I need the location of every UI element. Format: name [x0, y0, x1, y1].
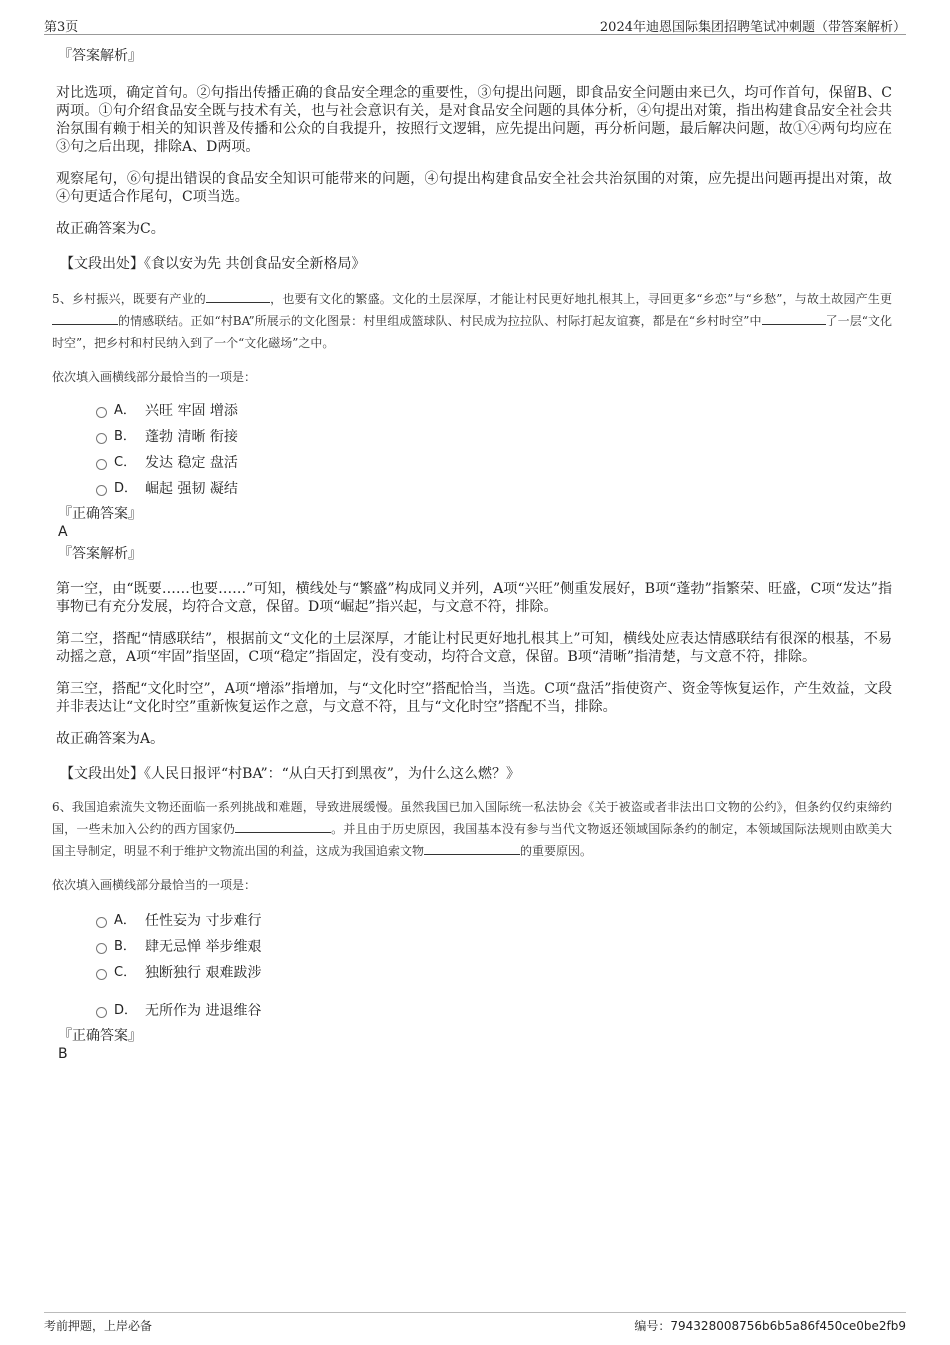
q5-blank-3	[762, 312, 826, 325]
document-code-value: 794328008756b6b5a86f450ce0be2fb9	[670, 1319, 906, 1333]
q5-analysis-label: 『答案解析』	[58, 546, 142, 562]
q5-blank-1	[206, 290, 270, 303]
q5-analysis-para-2: 第二空，搭配“情感联结”，根据前文“文化的土层深厚，才能让村民更好地扎根其上”可知，横线处应表达情感联结有很深的根基，不易动摇之意，A项“牢固”指坚固，C项“稳定”指固定，没有变动，均符合文意，保留。B项“清晰”指清楚，与文意不符，排除。	[56, 631, 892, 665]
radio-icon[interactable]	[96, 485, 107, 496]
q5-option-b[interactable]: B． 蓬勃 清晰 衔接	[96, 424, 892, 450]
q4-source: 【文段出处】《食以安为先 共创食品安全新格局》	[60, 256, 366, 272]
q6-stem-part-2: 。并且由于历史原因，我国基本没有参与当代文物返还领域国际条约的制定，本领域国际法规则由欧美大国主导制定，明显不利于维护文物流出国的利益，这成为我国追索文物	[52, 822, 892, 858]
q6-option-c[interactable]: C． 独断独行 艰难跋涉	[96, 960, 892, 986]
q4-analysis-para-2: 观察尾句，⑥句提出错误的食品安全知识可能带来的问题，④句提出构建食品安全社会共治氛围的对策，应先提出问题再提出对策，故④句更适合作尾句，C项当选。	[56, 171, 892, 205]
radio-icon[interactable]	[96, 943, 107, 954]
q4-analysis-label: 『答案解析』	[58, 48, 142, 64]
q5-blank-2	[52, 312, 118, 325]
q5-analysis-para-3: 第三空，搭配“文化时空”，A项“增添”指增加，与“文化时空”搭配恰当，当选。C项“盘活”指使资产、资金等恢复运作，产生效益，文段并非表达让“文化时空”重新恢复运作之意，与文意不符，且与“文化时空”搭配不当，排除。	[56, 681, 892, 715]
footer-slogan: 考前押题，上岸必备	[44, 1319, 153, 1333]
document-title: 2024年迪恩国际集团招聘笔试冲刺题（带答案解析）	[599, 20, 906, 35]
q6-options	[96, 908, 892, 1024]
q5-option-d[interactable]: D． 崛起 强韧 凝结	[96, 476, 892, 502]
q6-option-a[interactable]: A． 任性妄为 寸步难行	[96, 908, 892, 934]
q5-stem-part-2: ，也要有文化的繁盛。文化的土层深厚，才能让村民更好地扎根其上，寻回更多“乡恋”与“乡愁”，与故土故园产生更	[269, 292, 892, 306]
q5-prompt: 依次填入画横线部分最恰当的一项是：	[52, 370, 257, 384]
q6-stem-part-3: 的重要原因。	[520, 844, 593, 858]
page-number: 第3页	[44, 20, 79, 35]
q5-answer: A	[58, 524, 68, 540]
q5-stem-part-3: 的情感联结。正如“村BA”所展示的文化图景：村里组成篮球队、村民成为拉拉队、村际打起友谊赛，都是在“乡村时空”中	[118, 314, 762, 328]
q5-stem	[52, 288, 892, 354]
q5-source: 【文段出处】《人民日报评“村BA”：“从白天打到黑夜”，为什么这么燃？》	[60, 766, 520, 782]
q5-stem-part-1: 5、乡村振兴，既要有产业的	[52, 292, 206, 306]
radio-icon[interactable]	[96, 917, 107, 928]
q4-analysis-para-1: 对比选项，确定首句。②句指出传播正确的食品安全理念的重要性，③句提出问题，即食品安全问题由来已久，均可作首句，保留B、C两项。①句介绍食品安全既与技术有关，也与社会意识有关，是对食品安全问题的具体分析，④句提出对策，指出构建食品安全社会共治氛围有赖于相关的知识普及传播和公众的自我提升，按照行文逻辑，应先提出问题，再分析问题，最后解决问题，故①④两句均应在③句之后出现，排除A、D两项。	[56, 85, 892, 155]
radio-icon[interactable]	[96, 459, 107, 470]
q5-option-a[interactable]: A． 兴旺 牢固 增添	[96, 398, 892, 424]
q6-stem	[52, 796, 892, 862]
q6-prompt: 依次填入画横线部分最恰当的一项是：	[52, 878, 257, 892]
radio-icon[interactable]	[96, 433, 107, 444]
q5-answer-label: 『正确答案』	[58, 506, 142, 522]
q5-analysis-para-1: 第一空，由“既要……也要……”可知，横线处与“繁盛”构成同义并列，A项“兴旺”侧重发展好，B项“蓬勃”指繁荣、旺盛，C项“发达”指事物已有充分发展，均符合文意，保留。D项“崛起”指兴起，与文意不符，排除。	[56, 581, 892, 615]
q6-option-d[interactable]: D． 无所作为 进退维谷	[96, 998, 892, 1024]
page-footer	[44, 1312, 906, 1335]
q6-blank-2	[424, 842, 520, 855]
q5-options	[96, 398, 892, 502]
q6-answer: B	[58, 1046, 68, 1062]
q5-option-c[interactable]: C． 发达 稳定 盘活	[96, 450, 892, 476]
document-code-label: 编号：	[634, 1319, 671, 1333]
radio-icon[interactable]	[96, 407, 107, 418]
q5-stem-part-4: 了一层“文化时空”，把乡村和村民纳入到了一个“文化磁场”之中。	[52, 314, 893, 350]
q6-answer-label: 『正确答案』	[58, 1028, 142, 1044]
q5-analysis-para-4: 故正确答案为A。	[56, 731, 165, 747]
q4-analysis-para-3: 故正确答案为C。	[56, 221, 165, 237]
document-code	[634, 1317, 906, 1334]
page-content	[52, 42, 893, 1062]
radio-icon[interactable]	[96, 969, 107, 980]
q6-blank-1	[235, 820, 331, 833]
q6-option-b[interactable]: B． 肆无忌惮 举步维艰	[96, 934, 892, 960]
radio-icon[interactable]	[96, 1007, 107, 1018]
page-header	[44, 14, 906, 35]
q6-stem-part-1: 6、我国追索流失文物还面临一系列挑战和难题，导致进展缓慢。虽然我国已加入国际统一私法协会《关于被盗或者非法出口文物的公约》，但条约仅约束缔约国，一些未加入公约的西方国家仍	[52, 800, 892, 836]
